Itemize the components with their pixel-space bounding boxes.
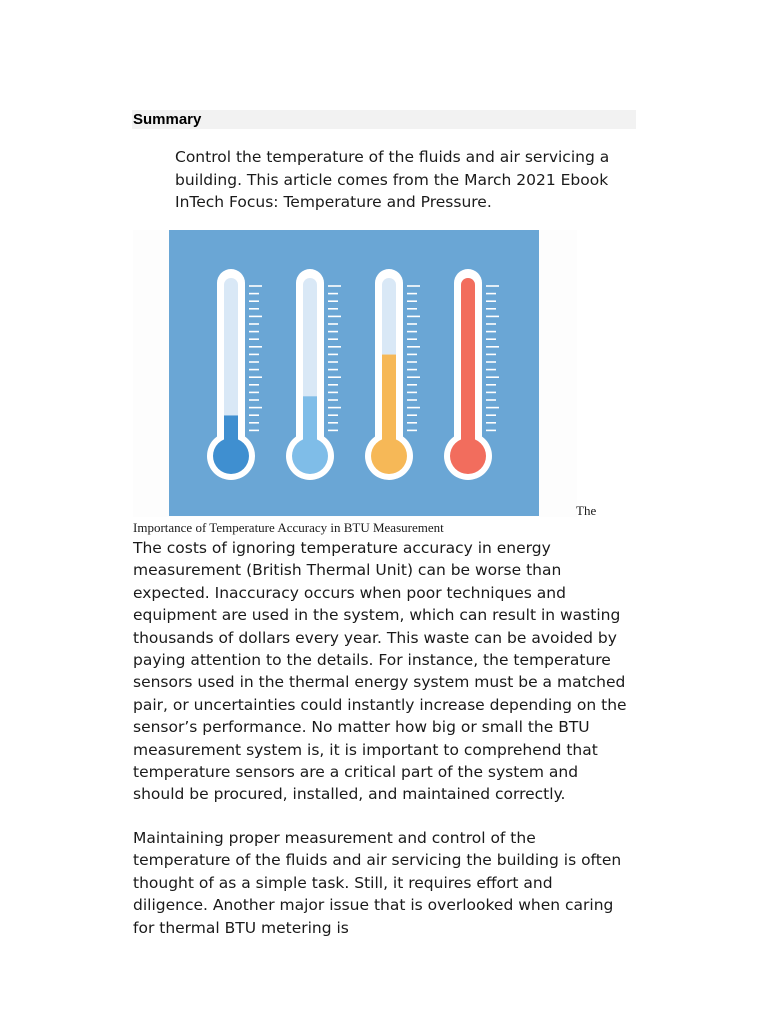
figure-caption: Importance of Temperature Accuracy in BTU Measurement bbox=[133, 520, 444, 535]
figure-container bbox=[133, 230, 577, 517]
body-paragraph-2: Maintaining proper measurement and control of the temperature of the fluids and air servicing the building is often thought of as a simple task. Still, it requires effort and diligence. Another major issue that is overlooked when caring for thermal BTU metering is bbox=[133, 829, 622, 937]
thermometer-bulb bbox=[450, 438, 486, 474]
figure-caption-lead: The bbox=[576, 503, 597, 518]
thermometer-liquid bbox=[461, 278, 475, 452]
summary-intro-text: Control the temperature of the fluids and air servicing a building. This article comes from the March 2021 Ebook InTech Focus: Temperature and Pressure. bbox=[175, 148, 610, 211]
thermometer-bulb bbox=[213, 438, 249, 474]
summary-heading: Summary bbox=[133, 111, 202, 128]
thermometers-illustration bbox=[169, 230, 539, 516]
summary-heading-bar bbox=[132, 110, 636, 129]
body-paragraph-1: The costs of ignoring temperature accuracy in energy measurement (British Thermal Unit) can be worse than expected. Inaccuracy occurs when poor techniques and equipment are used in the system, which can result in wasting thousands of dollars every year. This waste can be avoided by paying attention to the details. For instance, the temperature sensors used in the thermal energy system must be a matched pair, or uncertainties could instantly increase depending on the sensor’s performance. No matter how big or small the BTU measurement system is, it is important to comprehend that temperature sensors are a critical part of the system and should be procured, installed, and maintained correctly. bbox=[133, 539, 627, 804]
thermometer-bulb bbox=[292, 438, 328, 474]
thermometer-bulb bbox=[371, 438, 407, 474]
thermometer-liquid bbox=[382, 355, 396, 452]
